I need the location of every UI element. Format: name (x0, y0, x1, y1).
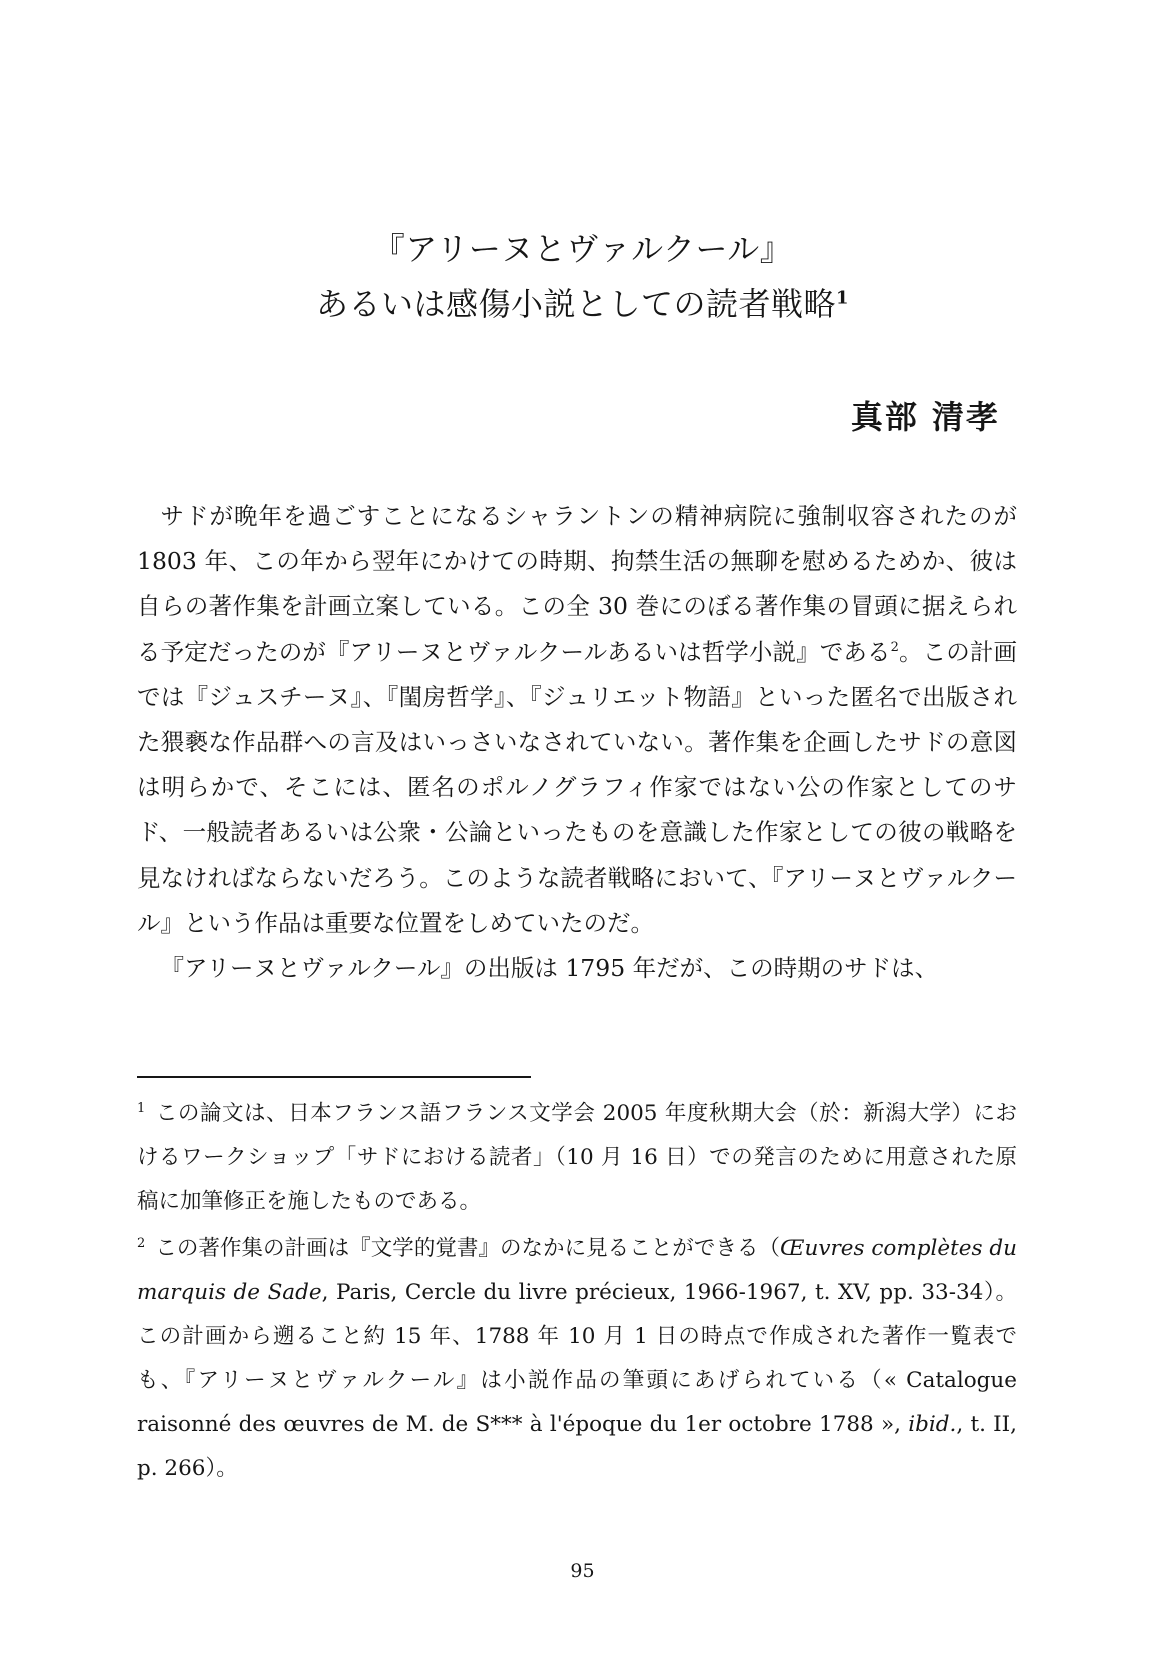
footnote-divider (137, 1076, 531, 1078)
title-line-2-text: あるいは感傷小説としての読者戦略 (315, 285, 836, 323)
paragraph-1 (137, 494, 1017, 946)
footnote-1-mark: 1 (137, 1100, 146, 1116)
title-footnote-ref[interactable]: 1 (835, 287, 850, 309)
footnotes (137, 1092, 1017, 1494)
footnote-2 (137, 1227, 1017, 1491)
footnote-1 (137, 1092, 1017, 1224)
paragraph-1-part-1: サドが晩年を過ごすことになるシャラントンの精神病院に強制収容されたのが 1803 年、この年から翌年にかけての時期、拘禁生活の無聊を慰めるためか、彼は自らの著作集を計画立案している。この全 30 巻にのぼる著作集の冒頭に据えられる予定だったのが『アリーヌとヴァルクールあるいは哲学小説』である (137, 502, 1017, 666)
title-line-1: 『アリーヌとヴァルクール』 (372, 230, 793, 268)
paragraph-1-part-2: 。この計画では『ジュスチーヌ』、『閨房哲学』、『ジュリエット物語』といった匿名で出版された猥褻な作品群への言及はいっさいなされていない。著作集を企画したサドの意図は明らかで、そこには、匿名のポルノグラフィ作家ではない公の作家としてのサド、一般読者あるいは公衆・公論といったものを意識した作家としての彼の戦略を見なければならないだろう。このような読者戦略において、『アリーヌとヴァルクール』という作品は重要な位置をしめていたのだ。 (137, 637, 1018, 937)
footnote-2-work-title: Œuvres complètes du marquis de Sade (137, 1236, 1017, 1305)
paragraph-2: 『アリーヌとヴァルクール』の出版は 1795 年だが、この時期のサドは、 (160, 954, 939, 983)
title-line-2 (0, 277, 1165, 332)
footnote-2-part-1: この著作集の計画は『文学的覚書』のなかに見ることができる（ (155, 1236, 781, 1261)
footnote-ref-2[interactable]: 2 (890, 639, 899, 655)
footnote-2-part-3: , t. II, p. 266）。 (137, 1412, 1017, 1481)
footnote-2-ibid: ibid. (908, 1412, 957, 1437)
title-block (0, 222, 1165, 332)
footnote-2-part-2: , Paris, Cercle du livre précieux, 1966-1967, t. XV, pp. 33-34）。この計画から遡ること約 15 年、1788 年 10 月 1 日の時点で作成された著作一覧表でも、『アリーヌとヴァルクール』は小説作品の筆頭にあげられている（« Catalogue raisonné des œuvres de M. de S*** à l'époque du 1er octobre 1788 », (137, 1280, 1017, 1437)
body-text (137, 494, 1017, 991)
footnote-2-mark: 2 (137, 1235, 146, 1251)
footnote-1-text: この論文は、日本フランス語フランス文学会 2005 年度秋期大会（於：新潟大学）におけるワークショップ「サドにおける読者」（10 月 16 日）での発言のために用意された原稿に加筆修正を施したものである。 (137, 1101, 1017, 1214)
page-number: 95 (570, 1560, 595, 1582)
author-name: 真部 清孝 (850, 398, 1000, 436)
